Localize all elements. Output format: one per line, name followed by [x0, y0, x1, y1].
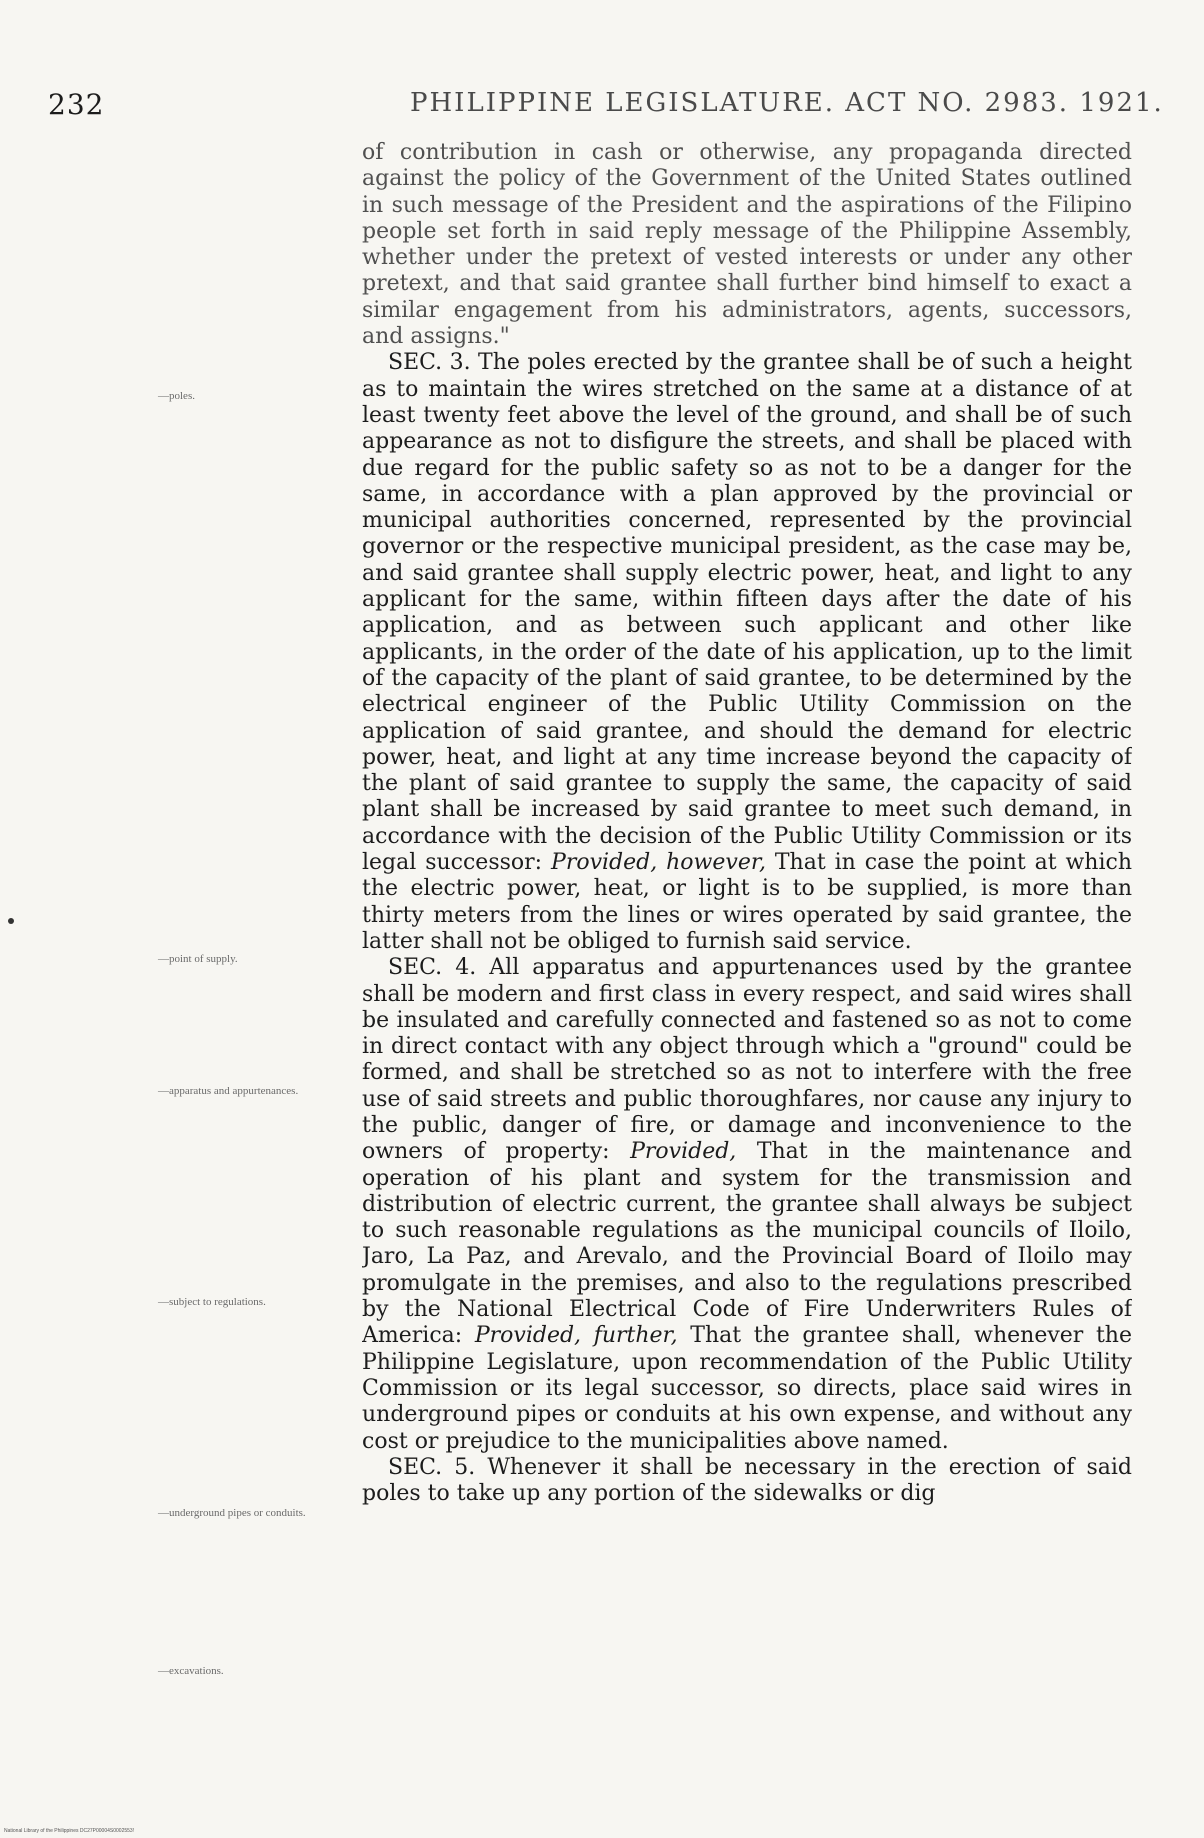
continuation-paragraph: of contribution in cash or otherwise, any propaganda directed against the policy of the Government of the United States outlined in such message of the President and the aspirations of the Filipino people set forth in said reply message of the Philippine Assembly, whether under the pretext of vested interests or under any other pretext, and that said grantee shall further bind himself to exact a similar engagement from his administrators, agents, successors, and assigns." — [362, 140, 1132, 350]
section-3-label: SEC. 3. — [388, 350, 471, 376]
section-4-text-middle: That in the maintenance and operation of his plant and system for the transmission and distribution of electric current, the grantee shall always be subject to such reasonable regulations as the municipal councils of Iloilo, Jaro, La Paz, and Arevalo, and the Provincial Board of Iloilo may promulgate in the premises, and also to the regulations prescribed by the National Electrical Code of Fire Underwriters Rules of America: — [362, 1139, 1132, 1349]
margin-note-apparatus: —apparatus and appurtenances. — [158, 1085, 299, 1097]
section-3-text: The poles erected by the grantee shall be of such a height as to maintain the wires stretched on the same at a distance of at least twenty feet above the level of the ground, and shall be of such appearance as not to disfigure the streets, and shall be placed with due regard for the public safety so as not to be a danger for the same, in accordance with a plan approved by the provincial or municipal authorities concerned, represented by the provincial governor or the respective municipal president, as the case may be, and said grantee shall supply electric power, heat, and light to any applicant for the same, within fifteen days after the date of his application, and as between such applicant and other like applicants, in the order of the date of his application, up to the limit of the capacity of the plant of said grantee, to be determined by the electrical engineer of the Public Utility Commission on the application of said grantee, and should the demand for electric power, heat, and light at any time increase beyond the capacity of the plant of said grantee to supply the same, the capacity of said plant shall be increased by said grantee to meet such demand, in accordance with the decision of the Public Utility Commission or its legal successor: — [362, 350, 1132, 876]
margin-note-regulations: —subject to regulations. — [158, 1296, 266, 1308]
section-5 — [362, 1455, 1132, 1508]
section-4-proviso: Provided, — [630, 1139, 737, 1165]
section-4-text-end: That the grantee shall, whenever the Philippine Legislature, upon recommendation of the Public Utility Commission or its legal successor, so directs, place said wires in underground pipes or conduits at his own expense, and without any cost or prejudice to the municipalities above named. — [362, 1323, 1132, 1454]
section-4-label: SEC. 4. — [388, 955, 477, 981]
page-number: 232 — [48, 88, 105, 121]
margin-note-excavations: —excavations. — [158, 1665, 224, 1677]
section-4 — [362, 955, 1132, 1455]
margin-note-poles: —poles. — [158, 390, 195, 402]
source-footer: National Library of the Philippines DC27P00004S0002553! — [4, 1828, 135, 1834]
section-4-proviso-further: Provided, further, — [474, 1323, 678, 1349]
margin-note-point-of-supply: —point of supply. — [158, 953, 238, 965]
running-title: PHILIPPINE LEGISLATURE. ACT NO. 2983. 1921. — [410, 88, 1164, 118]
margin-note-underground: —underground pipes or conduits. — [158, 1507, 306, 1519]
scan-speck — [8, 918, 14, 924]
body-text — [362, 140, 1132, 1700]
section-5-label: SEC. 5. — [388, 1454, 476, 1480]
section-3-proviso: Provided, however, — [551, 850, 766, 876]
section-3 — [362, 350, 1132, 955]
section-4-text: All apparatus and appurtenances used by the grantee shall be modern and first class in every respect, and said wires shall be insulated and carefully connected and fastened so as not to come in direct contact with any object through which a "ground" could be formed, and shall be stretched so as not to interfere with the free use of said streets and public thoroughfares, nor cause any injury to the public, danger of fire, or damage and inconvenience to the owners of property: — [362, 955, 1132, 1165]
section-5-text: Whenever it shall be necessary in the erection of said poles to take up any portion of the sidewalks or dig — [362, 1454, 1132, 1507]
section-3-text-end: That in case the point at which the electric power, heat, or light is to be supplied, is more than thirty meters from the lines or wires operated by said grantee, the latter shall not be obliged to furnish said service. — [362, 850, 1132, 954]
